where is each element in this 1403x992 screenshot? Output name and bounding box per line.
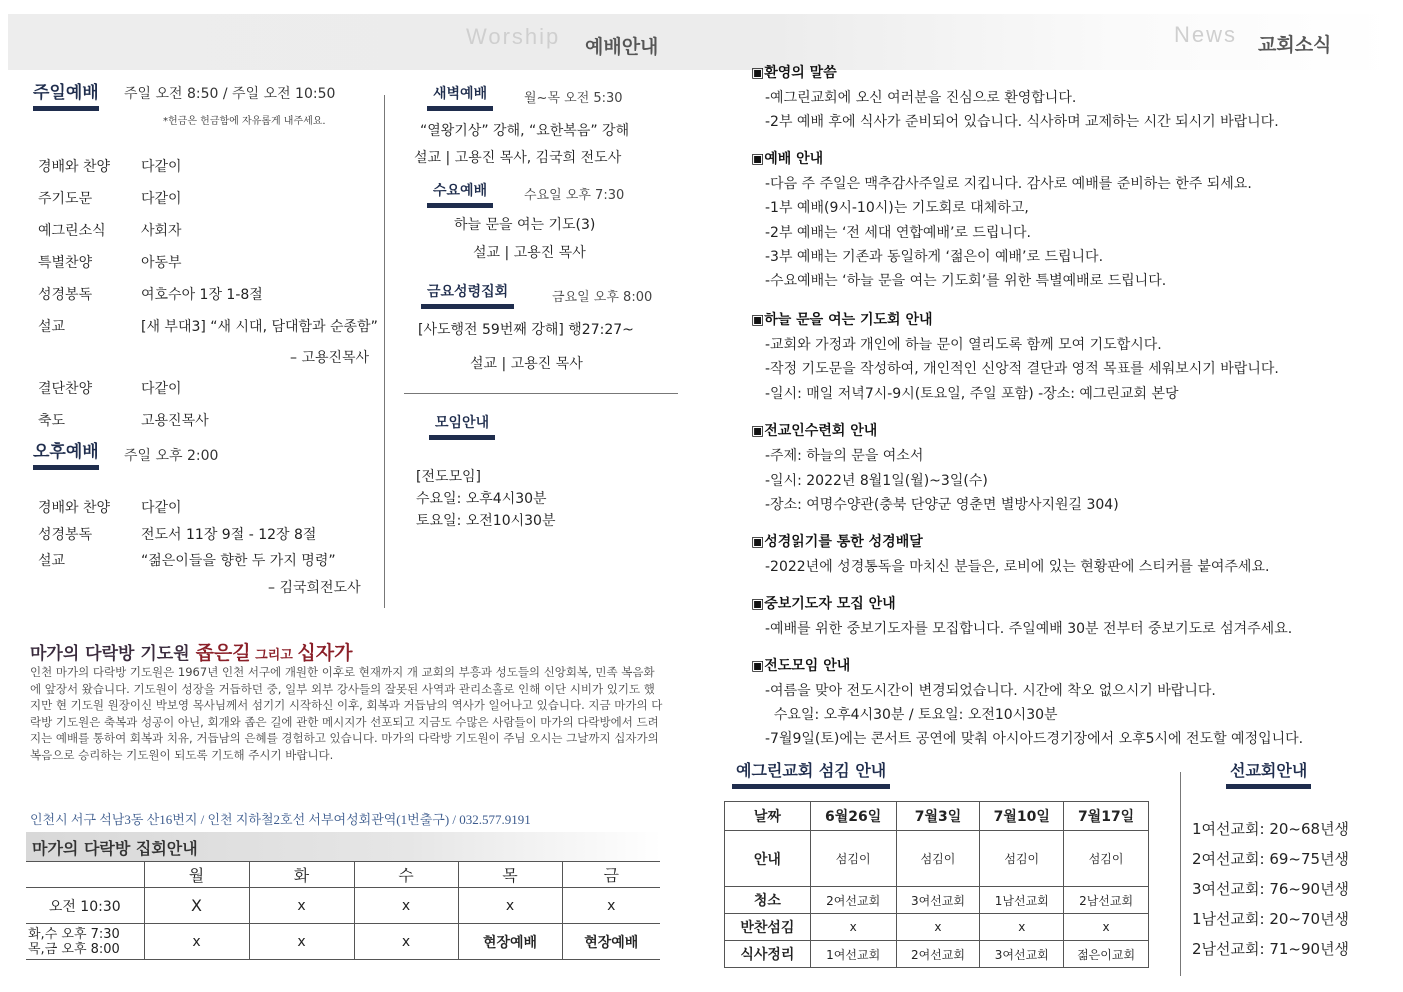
schedule-cell: x: [354, 924, 458, 960]
news-line: -여름을 맞아 전도시간이 변경되었습니다. 시간에 착오 없으시기 바랍니다.: [765, 683, 1216, 699]
order-label: 설교: [38, 553, 66, 569]
order-value: 여호수아 1장 1-8절: [141, 287, 263, 303]
service-cell: x: [896, 914, 980, 941]
service-header: 6월26일: [810, 802, 896, 831]
sunday-worship-time: 주일 오전 8:50 / 주일 오전 10:50: [124, 86, 336, 102]
service-cell: 3여선교회: [896, 887, 980, 914]
gathering-title: 모임안내: [429, 412, 495, 440]
news-head-prayer: ▣하늘 문을 여는 기도회 안내: [751, 312, 933, 328]
news-line: -3부 예배는 기존과 동일하게 ‘젊은이 예배’로 드립니다.: [765, 249, 1104, 265]
news-line: -2부 예배 후에 식사가 준비되어 있습니다. 식사하며 교제하는 시간 되시기 바랍니다.: [765, 114, 1279, 130]
order-label: 예그린소식: [38, 223, 106, 239]
mission-divider: [1180, 772, 1181, 976]
afternoon-worship-time: 주일 오후 2:00: [124, 448, 219, 464]
friday-sermon: [사도행전 59번째 강해] 행27:27~: [418, 322, 634, 338]
sunday-preacher: – 고용진목사: [290, 350, 370, 366]
order-label: 축도: [38, 413, 66, 429]
maga-title-and: 그리고: [250, 648, 298, 663]
schedule-title: 마가의 다락방 집회안내: [32, 839, 198, 858]
schedule-time: 화,수 오후 7:30 목,금 오후 8:00: [26, 924, 144, 960]
schedule-row: [26, 888, 660, 924]
column-divider: [384, 95, 385, 608]
news-head-worship: ▣예배 안내: [751, 151, 824, 167]
schedule-day: 월: [144, 862, 249, 888]
service-cell: 섬김이: [810, 831, 896, 887]
news-line: -교회와 가정과 개인에 하늘 문이 열리도록 함께 모여 기도합시다.: [765, 337, 1162, 353]
maga-title: [30, 638, 352, 665]
news-ko-heading: 교회소식: [1258, 34, 1332, 56]
sunday-worship-title: 주일예배: [33, 78, 99, 111]
news-en-heading: News: [1174, 22, 1238, 47]
schedule-cell: 현장예배: [458, 924, 562, 960]
maga-title-cross: 십자가: [297, 642, 353, 664]
service-label: 반찬섬김: [725, 914, 811, 941]
order-value: “젊은이들을 향한 두 가지 명령”: [141, 553, 336, 569]
news-line: -주제: 하늘의 문을 여소서: [765, 448, 924, 464]
schedule-header-row: [26, 862, 660, 888]
news-line: -다음 주 주일은 맥추감사주일로 지킵니다. 감사로 예배를 준비하는 한주 되세요.: [765, 176, 1252, 192]
service-label: 안내: [725, 831, 811, 887]
order-value: 다같이: [141, 191, 182, 207]
maga-title-part: 마가의 다락방 기도원: [30, 644, 196, 664]
order-label: 성경봉독: [38, 287, 93, 303]
service-cell: 젊은이교회: [1064, 941, 1149, 968]
service-cell: 3여선교회: [980, 941, 1064, 968]
friday-preacher: 설교 | 고용진 목사: [470, 356, 583, 372]
service-row: [725, 941, 1149, 968]
schedule-cell: x: [249, 888, 354, 924]
schedule-time: 오전 10:30: [26, 888, 144, 924]
schedule-cell: X: [144, 888, 249, 924]
news-line: -작정 기도문을 작성하여, 개인적인 신앙적 결단과 영적 목표를 세워보시기 바랍니다.: [765, 361, 1279, 377]
order-value: 아동부: [141, 255, 182, 271]
order-label: 특별찬양: [38, 255, 93, 271]
service-cell: 1여선교회: [810, 941, 896, 968]
schedule-cell: x: [354, 888, 458, 924]
schedule-corner: [26, 862, 144, 888]
evangelism-wednesday: 수요일: 오후4시30분: [416, 491, 547, 507]
service-header: 7월10일: [980, 802, 1064, 831]
wednesday-worship-time: 수요일 오후 7:30: [524, 188, 625, 203]
dawn-worship-title: 새벽예배: [427, 83, 493, 111]
friday-meeting-time: 금요일 오후 8:00: [552, 290, 653, 305]
service-cell: 2남선교회: [1064, 887, 1149, 914]
mission-line: 2여선교회: 69~75년생: [1192, 850, 1350, 868]
news-line: -1부 예배(9시-10시)는 기도회로 대체하고,: [765, 200, 1029, 216]
order-value: 고용진목사: [141, 413, 209, 429]
service-title: 예그린교회 섬김 안내: [732, 758, 890, 789]
maga-address: 인천시 서구 석남3동 산16번지 / 인천 지하철2호선 서부여성회관역(1번출구) / 032.577.9191: [30, 812, 531, 827]
order-label: 결단찬양: [38, 381, 93, 397]
wednesday-worship-title: 수요예배: [427, 180, 493, 208]
schedule-day: 금: [562, 862, 660, 888]
service-cell: 2여선교회: [810, 887, 896, 914]
service-cell: x: [1064, 914, 1149, 941]
schedule-cell: x: [458, 888, 562, 924]
news-line: -예그린교회에 오신 여러분을 진심으로 환영합니다.: [765, 90, 1077, 106]
news-head-intercessor: ▣중보기도자 모집 안내: [751, 596, 896, 612]
mission-title: 선교회안내: [1226, 758, 1311, 789]
dawn-sermon-series: “열왕기상” 강해, “요한복음” 강해: [420, 123, 630, 139]
dawn-preachers: 설교 | 고용진 목사, 김국희 전도사: [414, 150, 622, 166]
service-cell: 1남선교회: [980, 887, 1064, 914]
service-row: [725, 887, 1149, 914]
schedule-cell: x: [144, 924, 249, 960]
order-label: 주기도문: [38, 191, 93, 207]
dawn-worship-time: 월~목 오전 5:30: [524, 91, 623, 106]
service-cell: 섬김이: [980, 831, 1064, 887]
order-label: 설교: [38, 319, 66, 335]
news-line: -장소: 여명수양관(충북 단양군 영춘면 별방사지원길 304): [765, 497, 1119, 513]
order-value: 다같이: [141, 500, 182, 516]
schedule-day: 화: [249, 862, 354, 888]
news-head-bible: ▣성경읽기를 통한 성경배달: [751, 534, 923, 550]
news-line: -일시: 2022년 8월1일(월)~3일(수): [765, 473, 988, 489]
offering-note: *헌금은 헌금함에 자유롭게 내주세요.: [163, 116, 326, 127]
news-line: -예배를 위한 중보기도자를 모집합니다. 주일예배 30분 전부터 중보기도로 섬겨주세요.: [765, 621, 1293, 637]
afternoon-worship-title: 오후예배: [33, 437, 99, 470]
schedule-cell: 현장예배: [562, 924, 660, 960]
order-value: 사회자: [141, 223, 182, 239]
news-line: -2부 예배는 ‘전 세대 연합예배’로 드립니다.: [765, 225, 1031, 241]
order-value: [새 부대3] “새 시대, 담대함과 순종함”: [141, 319, 378, 335]
service-label: 식사정리: [725, 941, 811, 968]
service-cell: x: [810, 914, 896, 941]
service-cell: 섬김이: [896, 831, 980, 887]
news-head-retreat: ▣전교인수련회 안내: [751, 423, 878, 439]
news-line: -수요예배는 ‘하늘 문을 여는 기도회’를 위한 특별예배로 드립니다.: [765, 273, 1167, 289]
news-line: -일시: 매일 저녁7시-9시(토요일, 주일 포함) -장소: 예그린교회 본당: [765, 386, 1179, 402]
news-line: -7월9일(토)에는 콘서트 공연에 맞춰 아시아드경기장에서 오후5시에 전도할 예정입니다.: [765, 731, 1304, 747]
schedule-day: 수: [354, 862, 458, 888]
news-head-evangelism: ▣전도모임 안내: [751, 658, 851, 674]
evangelism-label: [전도모임]: [416, 469, 482, 485]
schedule-day: 목: [458, 862, 562, 888]
order-value: 다같이: [141, 159, 182, 175]
evangelism-saturday: 토요일: 오전10시30분: [416, 513, 556, 529]
maga-description: 인천 마가의 다락방 기도원은 1967년 인천 서구에 개원한 이후로 현재까지 개 교회의 부흥과 성도들의 신앙회복, 민족 복음화에 앞장서 왔습니다. 기도원이 성장을 거듭하던 중, 일부 외부 강사들의 잘못된 사역과 관리소홀로 인해 이단 시비가 있기도 했지만 현 기도원 원장이신 박보영 목사님께서 섬기기 시작하신 이후, 회복과 거듭남의 역사가 일어나고 있습니다. 지금 마가의 다락방 기도원은 축복과 성공이 아닌, 회개와 좁은 길에 관한 메시지가 선포되고 지금도 수많은 사람들이 마가의 다락방에서 드려지는 예배를 통하여 회복과 치유, 거듭남의 은혜를 경험하고 있습니다. 마가의 다락방 기도원이 주님 오시는 그날까지 십자가의 복음으로 승리하는 기도원이 되도록 기도해 주시기 바랍니다.: [30, 665, 663, 762]
order-label: 경배와 찬양: [38, 159, 111, 175]
order-value: 전도서 11장 9절 - 12장 8절: [141, 527, 317, 543]
service-header: 날짜: [725, 802, 811, 831]
worship-ko-heading: 예배안내: [585, 36, 659, 58]
section-divider: [404, 393, 678, 394]
service-header: 7월3일: [896, 802, 980, 831]
order-label: 경배와 찬양: [38, 500, 111, 516]
wednesday-preacher: 설교 | 고용진 목사: [473, 245, 586, 261]
schedule-row: [26, 924, 660, 960]
news-line: -2022년에 성경통독을 마치신 분들은, 로비에 있는 현황판에 스티커를 붙여주세요.: [765, 559, 1270, 575]
service-cell: 섬김이: [1064, 831, 1149, 887]
schedule-table: [26, 861, 660, 960]
service-cell: 2여선교회: [896, 941, 980, 968]
afternoon-preacher: – 김국희전도사: [268, 580, 361, 596]
schedule-cell: x: [249, 924, 354, 960]
mission-line: 1남선교회: 20~70년생: [1192, 910, 1350, 928]
order-value: 다같이: [141, 381, 182, 397]
friday-meeting-title: 금요성령집회: [421, 281, 514, 309]
news-line: 수요일: 오후4시30분 / 토요일: 오전10시30분: [765, 707, 1058, 723]
mission-line: 2남선교회: 71~90년생: [1192, 940, 1350, 958]
order-label: 성경봉독: [38, 527, 93, 543]
schedule-cell: x: [562, 888, 660, 924]
service-label: 청소: [725, 887, 811, 914]
mission-line: 1여선교회: 20~68년생: [1192, 820, 1350, 838]
service-header: 7월17일: [1064, 802, 1149, 831]
mission-line: 3여선교회: 76~90년생: [1192, 880, 1350, 898]
wednesday-sermon: 하늘 문을 여는 기도(3): [454, 217, 596, 233]
service-row: [725, 831, 1149, 887]
worship-en-heading: Worship: [466, 24, 561, 49]
news-head-welcome: ▣환영의 말씀: [751, 65, 837, 81]
service-row: [725, 914, 1149, 941]
maga-title-narrow-road: 좁은길: [195, 642, 251, 664]
service-cell: x: [980, 914, 1064, 941]
service-header-row: [725, 802, 1149, 831]
service-table: [724, 801, 1149, 968]
